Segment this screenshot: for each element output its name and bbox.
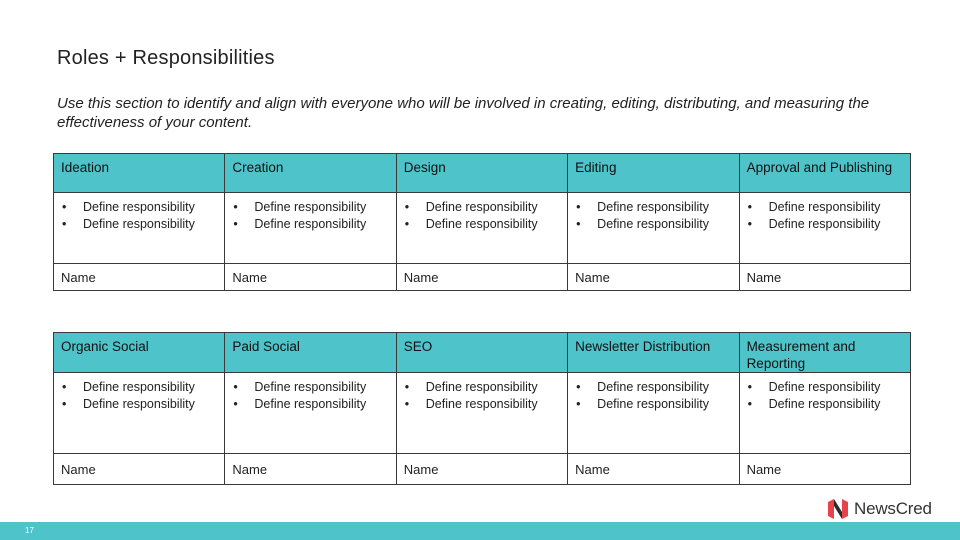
responsibility-text: Define responsibility [597, 200, 710, 214]
responsibility-list [568, 193, 738, 232]
name-label: Name [232, 461, 268, 477]
responsibility-cell [225, 193, 396, 264]
responsibility-text: Define responsibility [597, 396, 710, 411]
header-label: Paid Social [232, 339, 300, 354]
header-cell [54, 154, 225, 193]
responsibility-text: Define responsibility [83, 216, 195, 231]
footer-bar [0, 522, 960, 540]
responsibility-item [233, 396, 391, 413]
responsibility-cell [54, 373, 225, 454]
bullet: • [576, 200, 581, 214]
header-label: SEO [403, 339, 433, 354]
newscred-logo-icon [826, 498, 850, 520]
responsibility-item [62, 379, 220, 396]
responsibility-cell [739, 373, 910, 454]
responsibility-list [568, 373, 738, 412]
responsibility-text: Define responsibility [425, 396, 538, 411]
responsibility-list [740, 373, 910, 412]
responsibility-text: Define responsibility [597, 216, 710, 231]
header-label: Editing [575, 160, 617, 175]
header-label: Ideation [61, 160, 110, 175]
header-cell [225, 333, 396, 373]
responsibility-text: Define responsibility [768, 380, 881, 394]
roles-table-1 [53, 153, 911, 291]
page-number: 17 [25, 526, 34, 535]
responsibility-list [397, 193, 567, 232]
name-row [54, 454, 911, 485]
responsibility-item [748, 379, 906, 396]
responsibility-item [233, 379, 391, 396]
bullet: • [233, 200, 238, 214]
name-cell [739, 264, 910, 291]
responsibility-cell [568, 373, 739, 454]
responsibility-item [576, 216, 734, 233]
responsibility-item [405, 216, 563, 233]
responsibility-text: Define responsibility [83, 380, 195, 394]
name-label: Name [61, 461, 96, 477]
responsibility-row [54, 193, 911, 264]
responsibility-text: Define responsibility [425, 200, 538, 214]
responsibility-text: Define responsibility [768, 216, 881, 231]
responsibility-text: Define responsibility [83, 396, 195, 411]
responsibility-cell [568, 193, 739, 264]
responsibility-item [405, 396, 563, 413]
header-row [54, 154, 911, 193]
bullet: • [404, 216, 410, 231]
responsibility-text: Define responsibility [254, 216, 367, 231]
responsibility-item [748, 199, 906, 216]
bullet: • [62, 396, 67, 411]
logo-wordmark: NewsCred [854, 499, 932, 518]
bullet: • [747, 396, 752, 411]
responsibility-text: Define responsibility [254, 200, 367, 214]
bullet: • [404, 396, 410, 411]
responsibility-item [405, 379, 563, 396]
responsibility-text: Define responsibility [425, 380, 538, 394]
bullet: • [62, 216, 67, 231]
responsibility-item [233, 199, 391, 216]
name-cell [396, 264, 567, 291]
name-label: Name [746, 461, 782, 477]
responsibility-row [54, 373, 911, 454]
responsibility-text: Define responsibility [254, 380, 367, 394]
responsibility-text: Define responsibility [597, 380, 710, 394]
name-cell [225, 454, 396, 485]
responsibility-text: Define responsibility [768, 200, 881, 214]
responsibility-cell [396, 193, 567, 264]
responsibility-list [54, 373, 224, 412]
responsibility-item [62, 199, 220, 216]
bullet: • [404, 200, 410, 214]
responsibility-list [225, 193, 395, 232]
responsibility-list [225, 373, 395, 412]
name-cell [568, 264, 739, 291]
bullet: • [747, 216, 752, 231]
responsibility-item [576, 396, 734, 413]
bullet: • [576, 216, 581, 231]
bullet: • [747, 380, 752, 394]
responsibility-item [576, 199, 734, 216]
bullet: • [233, 396, 238, 411]
name-label: Name [232, 269, 268, 285]
bullet: • [576, 380, 581, 394]
bullet: • [233, 380, 238, 394]
name-label: Name [403, 461, 439, 477]
header-label: Organic Social [61, 339, 149, 354]
header-label: Approval and Publishing [746, 160, 893, 175]
responsibility-text: Define responsibility [254, 396, 367, 411]
responsibility-item [62, 396, 220, 413]
header-cell [739, 154, 910, 193]
bullet: • [404, 380, 410, 394]
name-cell [739, 454, 910, 485]
name-label: Name [746, 269, 782, 285]
name-label: Name [575, 269, 610, 285]
responsibility-item [405, 199, 563, 216]
responsibility-item [62, 216, 220, 233]
name-cell [568, 454, 739, 485]
name-label: Name [575, 461, 610, 477]
header-cell [568, 333, 739, 373]
responsibility-text: Define responsibility [425, 216, 538, 231]
bullet: • [62, 200, 67, 214]
header-cell [54, 333, 225, 373]
bullet: • [747, 200, 752, 214]
header-label: Creation [232, 160, 284, 175]
responsibility-item [576, 379, 734, 396]
responsibility-text: Define responsibility [768, 396, 881, 411]
header-cell [396, 154, 567, 193]
header-cell [396, 333, 567, 373]
responsibility-list [54, 193, 224, 232]
name-cell [54, 454, 225, 485]
newscred-logo [826, 497, 932, 521]
name-cell [225, 264, 396, 291]
name-label: Name [61, 269, 96, 285]
header-row [54, 333, 911, 373]
slide-subtitle: Use this section to identify and align with everyone who will be involved in creating, editing, distributing, and measuring the effectiveness of your content. [57, 95, 870, 131]
name-row [54, 264, 911, 291]
bullet: • [233, 216, 238, 231]
header-label: Newsletter Distribution [575, 339, 711, 354]
responsibility-text: Define responsibility [83, 200, 195, 214]
name-cell [54, 264, 225, 291]
responsibility-list [740, 193, 910, 232]
responsibility-cell [54, 193, 225, 264]
responsibility-cell [396, 373, 567, 454]
bullet: • [62, 380, 67, 394]
responsibility-item [748, 396, 906, 413]
header-cell [225, 154, 396, 193]
responsibility-item [748, 216, 906, 233]
bullet: • [576, 396, 581, 411]
header-label: Design [403, 160, 446, 175]
header-cell [568, 154, 739, 193]
responsibility-list [397, 373, 567, 412]
responsibility-cell [739, 193, 910, 264]
header-label: Measurement and Reporting [746, 339, 856, 371]
responsibility-item [233, 216, 391, 233]
responsibility-cell [225, 373, 396, 454]
roles-table-2 [53, 332, 911, 485]
slide-title: Roles + Responsibilities [57, 47, 275, 69]
name-cell [396, 454, 567, 485]
name-label: Name [403, 269, 439, 285]
header-cell [739, 333, 910, 373]
